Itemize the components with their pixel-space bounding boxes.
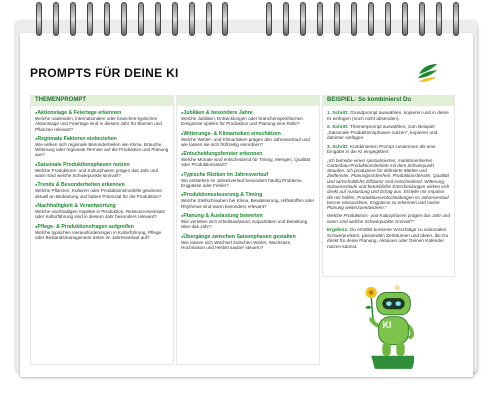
prompt-description: Wo entstehen im Jahresverlauf besonders häufig Probleme, Engpässe oder Fehler? — [181, 177, 303, 189]
prompt-title: ● Regionale Faktoren einbeziehen — [35, 136, 169, 142]
prompt-title: ● Witterungs- & Klimarisiken einschätzen — [181, 131, 315, 137]
prompt-title: ● Aktionstage & Feiertage erkennen — [35, 110, 169, 116]
binding-ring — [87, 2, 93, 36]
prompt-description: Welche Wetter- und Klimarisiken prägen den Jahresverlauf und wie lassen sie sich frühzeitig einordnen? — [181, 136, 310, 147]
column-header — [177, 96, 319, 106]
prompt-description: Welche Monate sind entscheidend für Timing, Mengen, Qualität oder Produktionsstart? — [181, 157, 311, 168]
binding-ring — [138, 2, 144, 36]
step-label: 1. Schritt: — [327, 110, 349, 115]
binding-ring — [189, 2, 195, 36]
page-title: PROMPTS FÜR DEINE KI — [30, 66, 179, 80]
example-step — [327, 144, 450, 155]
prompt-description: Welche Jubiläen, Entwicklungen oder branchenspezifischen Ereignisse spielen für Produktion und Planung eine Rolle? — [181, 116, 303, 127]
prompt-item — [35, 136, 169, 158]
prompt-title: ● Saisonale Produktionsphasen nutzen — [35, 162, 169, 168]
prompt-item — [181, 213, 315, 230]
binding-ring — [436, 2, 442, 36]
example-step — [327, 110, 450, 121]
prompt-description: Welche Pflanzen, Kulturen oder Produktionsmodelle gewinnen aktuell an Bedeutung und haben Potenzial für die Produktion? — [35, 188, 163, 199]
prompt-description: Wie wirken sich regionale Besonderheiten wie Klima, Bräuche, Witterung oder regionale Termine auf die Produktion und Planung aus? — [35, 141, 169, 158]
binding-ring — [334, 2, 340, 36]
binding-ring — [172, 2, 178, 36]
binding-ring — [155, 2, 161, 36]
prompt-item — [35, 224, 169, 241]
prompt-description: Welche Stellschrauben bei Klima, Bewässerung, Hilfsstoffen oder Rhythmus sind wann besonders relevant? — [181, 198, 315, 209]
step-text: Grundprompt auswählen, kopieren und in deine KI einfügen (noch nicht absenden). — [327, 110, 449, 121]
prompt-description: Welche typischen Herausforderungen in Kulturführung, Pflege oder Bestandsmanagement treten im Jahresverlauf auf? — [35, 229, 162, 240]
prompt-item — [35, 203, 169, 220]
binding-ring — [317, 2, 323, 36]
prompt-item — [181, 172, 315, 189]
prompt-title: ● Pflege- & Produktionsfragen aufgreifen — [35, 224, 169, 230]
step-text: Themenprompt auswählen, zum Beispiel „Saisonale Produktionsphasen nutzen“, kopieren und dahinter einfügen. — [327, 124, 438, 140]
themenprompt-column-2 — [176, 95, 320, 365]
result-body: Du erhältst konkrete Vorschläge zu saisonalen Schwerpunkten, passenden Zeiträumen und Ideen, die Du direkt für deine Planung, Aktionen oder Deinen Kalender nutzen kannst. — [327, 227, 449, 249]
binding-ring — [368, 2, 374, 36]
prompt-description: Wie verteilen sich Arbeitsaufwand, Kapazitäten und Belastung über das Jahr? — [181, 218, 308, 230]
prompt-item — [35, 162, 169, 179]
prompt-description: Welche nachhaltigen Aspekte in Produktion, Ressourceneinsatz oder Kulturführung sind in diesem Jahr besonders relevant? — [35, 208, 165, 220]
binding-ring — [385, 2, 391, 36]
binding-ring — [222, 2, 228, 36]
binding-ring — [53, 2, 59, 36]
binding-ring — [351, 2, 357, 36]
example-column — [322, 95, 455, 277]
prompt-title: ● Jubiläen & besondere Jahre — [181, 110, 315, 116]
prompt-title: ● Übergänge zwischen Saisonphasen gestalten — [181, 234, 315, 240]
prompt-item — [181, 192, 315, 209]
binding-ring — [104, 2, 110, 36]
prompt-item — [181, 151, 315, 168]
binding-ring — [70, 2, 76, 36]
binding-ring — [300, 2, 306, 36]
step-text: Kombinierten Prompt zusammen als eine Eingabe in die KI eingegeben: — [327, 143, 436, 154]
binding-ring — [453, 2, 459, 36]
themenprompt-column — [30, 95, 174, 365]
prompt-title: ● Typische Risiken im Jahresverlauf — [181, 172, 315, 178]
prompt-description: Wie lassen sich Wechsel zwischen Winter, Wachstum, Hochsaison und Herbst sauber steuern? — [181, 239, 292, 250]
column-header: THEMENPROMPT — [31, 96, 173, 106]
spiral-binding — [36, 2, 459, 38]
binding-ring — [121, 2, 127, 36]
binding-ring — [419, 2, 425, 36]
example-header: BEISPIEL: So kombinierst Du — [323, 96, 454, 106]
binding-ring — [402, 2, 408, 36]
prompt-title: ● Trends & Besonderheiten erkennen — [35, 182, 169, 188]
prompt-item — [181, 131, 315, 148]
binding-ring — [36, 2, 42, 36]
prompt-item — [35, 182, 169, 199]
binding-ring — [206, 2, 212, 36]
result-label: Ergebnis: — [327, 227, 349, 233]
prompt-title: ● Nachhaltigkeit & Verantwortung — [35, 203, 169, 209]
prompt-title: ● Entscheidungsfenster erkennen — [181, 151, 315, 157]
prompt-item — [181, 234, 315, 251]
prompt-title: ● Planung & Auslastung bewerten — [181, 213, 315, 219]
prompt-description: Welche Produktions- und Kulturphasen prägen das Jahr und wann sind welche Schwerpunkte sinnvoll? — [35, 167, 159, 179]
leaf-logo-icon — [413, 58, 441, 86]
example-topic: Welche Produktions- und Kulturphasen prägen das Jahr und wann sind welche Schwerpunkte sinnvoll?“ — [327, 213, 451, 224]
binding-gap — [239, 2, 255, 38]
prompt-item — [35, 110, 169, 132]
step-label: 3. Schritt: — [327, 143, 349, 149]
step-label: 2. Schritt: — [327, 124, 349, 129]
prompt-description: Welche nationalen, internationalen oder branchen-typischen Aktionstage und Feiertage sind in diesem Jahr für Blumen und Pflanzen relevant? — [35, 116, 162, 132]
result-text — [327, 227, 450, 249]
prompt-title: ● Produktionssteuerung & Timing — [181, 192, 315, 198]
binding-ring — [283, 2, 289, 36]
example-context: „Ich betreibe einen spezialisierten, marktorientierten Gartenbau-Produktionsbetrieb mit dem Schwerpunkt Stauden. Ich produziere für definierte Märkte und Zeitfenster. Planungssicherheit, Produktionsfenster, Qualität und wirtschaftliche Effizienz sind entscheidend. Witterung, Saisonverläufe und betriebliche Entscheidungen wirken sich direkt auf Auslastung und Ertrag aus. Erstelle mir Impulse, die mir helfen, Produktionsentscheidungen im Jahresverlauf besser einzuordnen, Engpässe zu erkennen und meine Planung weiterzuentwickeln.“ — [327, 157, 450, 211]
robot-label: KI — [382, 320, 392, 330]
prompt-item — [181, 110, 315, 127]
example-step — [327, 124, 450, 141]
binding-ring — [266, 2, 272, 36]
